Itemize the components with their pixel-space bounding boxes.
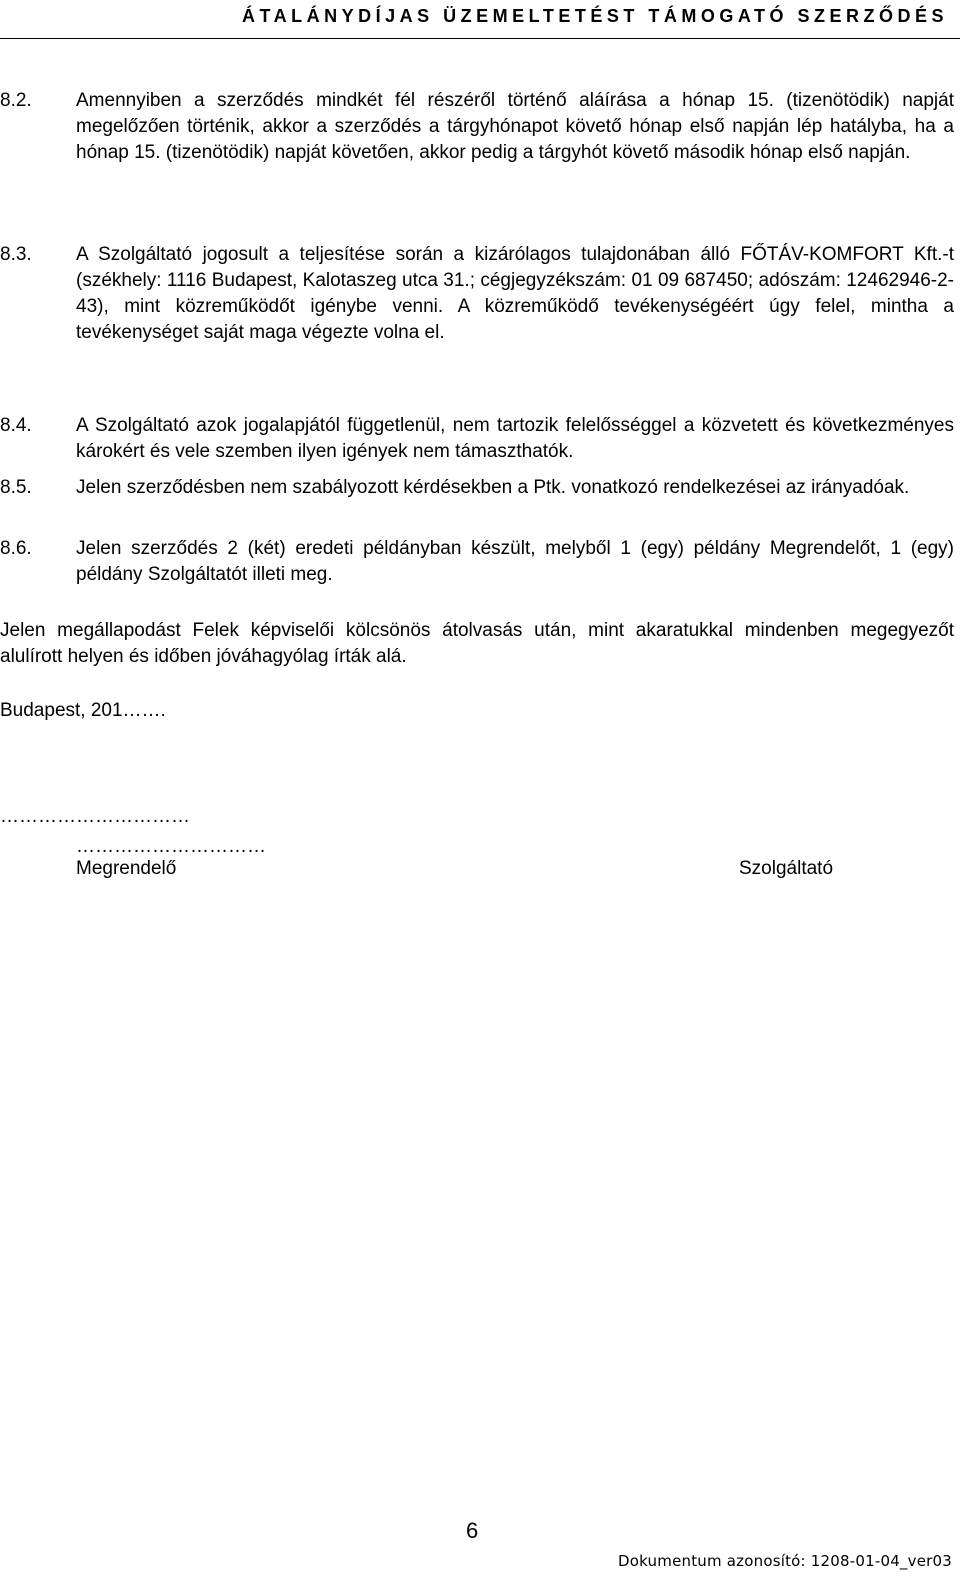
closing-statement: Jelen megállapodást Felek képviselői kölcsönös átolvasás után, mint akaratukkal mindenben megegyezőt alulírott helyen és időben jóváhagyólag írták alá. bbox=[0, 620, 954, 667]
clause-number: 8.4. bbox=[0, 415, 32, 436]
clause-number: 8.5. bbox=[0, 477, 32, 498]
document-id: Dokumentum azonosító: 1208-01-04_ver03 bbox=[618, 1552, 952, 1570]
signature-line-left: ………………………… bbox=[0, 806, 190, 827]
clause-text: Jelen szerződésben nem szabályozott kérdésekben a Ptk. vonatkozó rendelkezései az irányadóak. bbox=[76, 477, 910, 498]
clause-text: Jelen szerződés 2 (két) eredeti példányban készült, melyből 1 (egy) példány Megrendelőt, 1 (egy) példány Szolgáltatót illeti meg. bbox=[76, 538, 954, 585]
clause-text: A Szolgáltató jogosult a teljesítése során a kizárólagos tulajdonában álló FŐTÁV-KOMFORT Kft.-t (székhely: 1116 Budapest, Kalotaszeg utca 31.; cégjegyzékszám: 01 09 687450; adószám: 12462946-2-43), mint közreműködőt igénybe venni. A közreműködő tevékenységéért úgy felel, mintha a tevékenységet saját maga végezte volna el. bbox=[76, 244, 954, 343]
document-title: ÁTALÁNYDÍJAS ÜZEMELTETÉST TÁMOGATÓ SZERZŐDÉS bbox=[242, 6, 948, 26]
clause-number: 8.3. bbox=[0, 244, 32, 265]
clause-text: A Szolgáltató azok jogalapjától függetlenül, nem tartozik felelősséggel a közvetett és következményes károkért és vele szemben ilyen igények nem támaszthatók. bbox=[76, 415, 954, 462]
clause-number: 8.6. bbox=[0, 538, 32, 559]
signatory-provider: Szolgáltató bbox=[739, 858, 834, 879]
clause-text: Amennyiben a szerződés mindkét fél részéről történő aláírása a hónap 15. (tizenötödik) napját megelőzően történik, akkor a szerződés a tárgyhónapot követő hónap első napján lép hatályba, ha a hónap 15. (tizenötödik) napját követően, akkor pedig a tárgyhót követő második hónap első napján. bbox=[76, 90, 954, 163]
signatory-customer: Megrendelő bbox=[76, 858, 177, 879]
signature-line-right: ………………………… bbox=[76, 836, 266, 857]
header-divider bbox=[0, 38, 960, 39]
page-number: 6 bbox=[466, 1518, 479, 1543]
place-and-date: Budapest, 201……. bbox=[0, 700, 166, 721]
clause-number: 8.2. bbox=[0, 90, 32, 111]
page-header bbox=[0, 6, 960, 40]
